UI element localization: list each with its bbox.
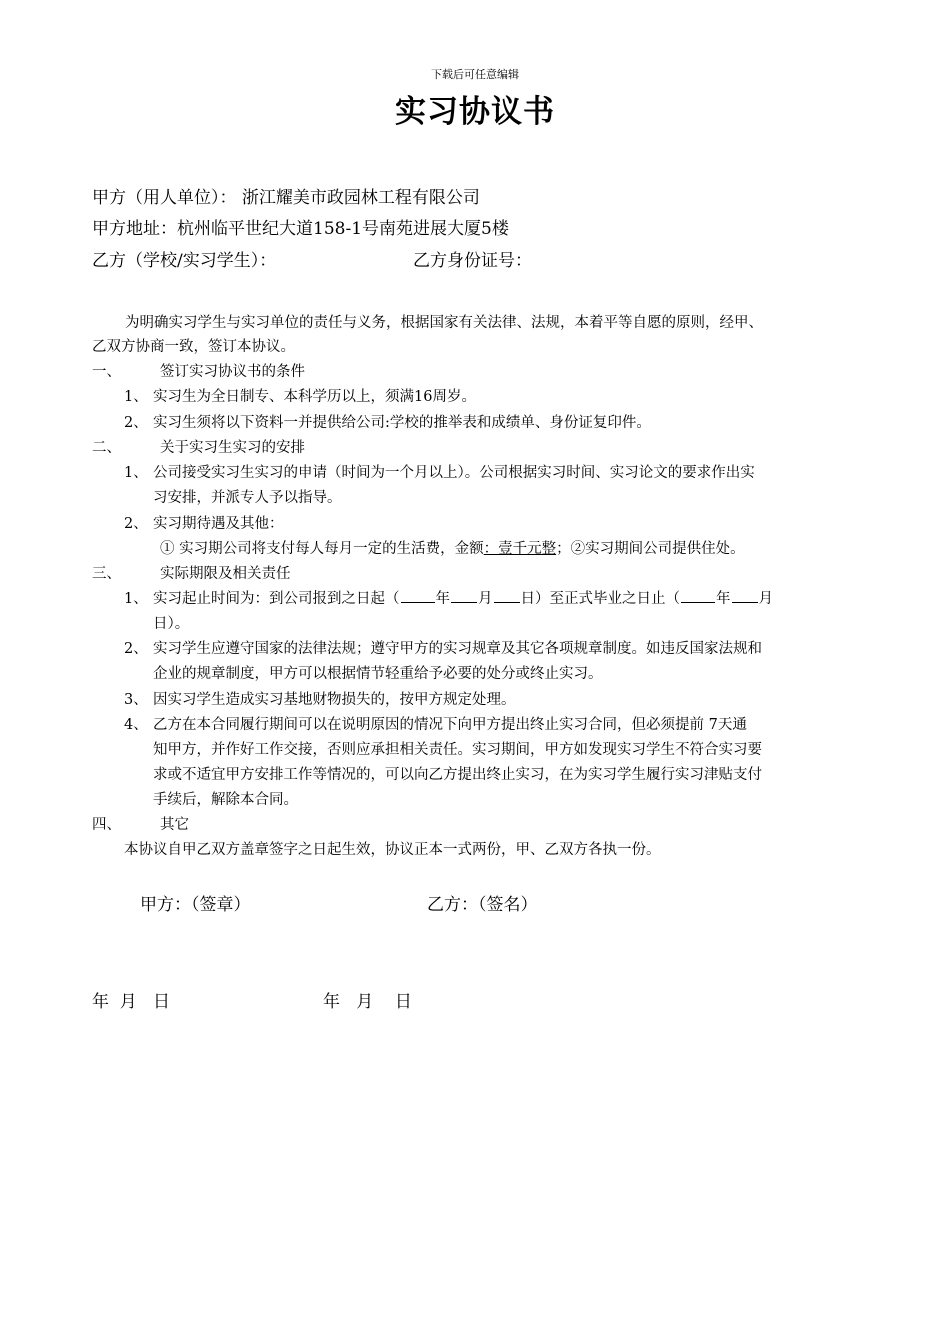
intro-line-1: 为明确实习学生与实习单位的责任与义务，根据国家有关法律、法规，本着平等自愿的原则，经甲、 [125,315,763,331]
s1-item-1-text: 实习生为全日制专、本科学历以上，须满16周岁。 [153,389,476,405]
party-b-date: 年 月 日 [323,992,412,1012]
stipend-amount: ：壹千元整 [483,541,557,557]
start-year-label: 年 [435,591,450,607]
s3-item-3-text: 因实习学生造成实习基地财物损失的，按甲方规定处理。 [153,692,516,708]
party-a-date: 年 月 日 [92,992,171,1012]
party-a-line: 甲方（用人单位）： 浙江耀美市政园林工程有限公司 [92,188,480,208]
party-a-address: 甲方地址：杭州临平世纪大道158-1号南苑进展大厦5楼 [92,219,509,239]
stipend-text: ① 实习期公司将支付每人每月一定的生活费，金额 [160,541,484,557]
s3-item-1-line-1 [153,587,773,608]
s4-text: 本协议自甲乙双方盖章签字之日起生效，协议正本一式两份，甲、乙双方各执一份。 [124,842,661,858]
end-month-label: 月 [758,591,773,607]
section-4-number: 四、 [92,817,121,833]
intro-line-2: 乙双方协商一致，签订本协议。 [92,339,295,355]
start-month-label: 月 [478,591,493,607]
start-day-blank [494,588,520,603]
s1-item-1-number: 1、 [124,389,148,405]
party-b-line: 乙方（学校/实习学生）： [92,251,277,271]
end-month-blank [732,588,758,603]
s2-item-2-number: 2、 [124,516,148,532]
s1-item-2-text: 实习生须将以下资料一并提供给公司:学校的推举表和成绩单、身份证复印件。 [153,415,651,431]
s1-item-2-number: 2、 [124,415,148,431]
s2-item-1-number: 1、 [124,465,148,481]
s3-item-1-number: 1、 [124,591,148,607]
end-year-blank [681,588,715,603]
s2-item-2-text: 实习期待遇及其他： [153,516,284,532]
section-2-title: 关于实习生实习的安排 [160,440,305,456]
s3-item-2-number: 2、 [124,641,148,657]
end-year-label: 年 [716,591,731,607]
period-start-text: 实习起止时间为：到公司报到之日起（ [153,591,400,607]
s3-item-3-number: 3、 [124,692,148,708]
party-a-signature: 甲方：（签章） [140,895,251,915]
document-title: 实习协议书 [395,94,555,130]
start-year-blank [401,588,435,603]
header-note: 下载后可任意编辑 [431,68,519,81]
s3-item-1-line-2: 日）。 [153,616,190,632]
period-end-text: 日）至正式毕业之日止（ [520,591,680,607]
s2-item-2-sub [160,537,745,558]
section-3-number: 三、 [92,566,121,582]
party-b-signature: 乙方：（签名） [427,895,538,915]
section-1-number: 一、 [92,364,121,380]
section-2-number: 二、 [92,440,121,456]
section-1-title: 签订实习协议书的条件 [160,364,305,380]
party-b-id-line: 乙方身份证号： [413,251,532,271]
s2-item-1-line-2: 习安排，并派专人予以指导。 [153,490,342,506]
section-4-title: 其它 [160,817,189,833]
s3-item-2-line-1: 实习学生应遵守国家的法律法规；遵守甲方的实习规章及其它各项规章制度。如违反国家法规和 [153,641,762,657]
s2-item-1-line-1: 公司接受实习生实习的申请（时间为一个月以上）。公司根据实习时间、实习论文的要求作出实 [153,465,755,481]
s3-item-4-line-3: 求或不适宜甲方安排工作等情况的，可以向乙方提出终止实习，在为实习学生履行实习津贴支付 [153,767,762,783]
s3-item-4-line-4: 手续后，解除本合同。 [153,792,298,808]
s3-item-4-number: 4、 [124,717,148,733]
section-3-title: 实际期限及相关责任 [160,566,291,582]
s3-item-4-line-1: 乙方在本合同履行期间可以在说明原因的情况下向甲方提出终止实习合同，但必须提前 7天通 [153,717,747,733]
s3-item-2-line-2: 企业的规章制度，甲方可以根据情节轻重给予必要的处分或终止实习。 [153,666,603,682]
housing-text: ；②实习期间公司提供住处。 [556,541,745,557]
s3-item-4-line-2: 知甲方，并作好工作交接，否则应承担相关责任。实习期间，甲方如发现实习学生不符合实习要 [153,742,762,758]
start-month-blank [451,588,477,603]
